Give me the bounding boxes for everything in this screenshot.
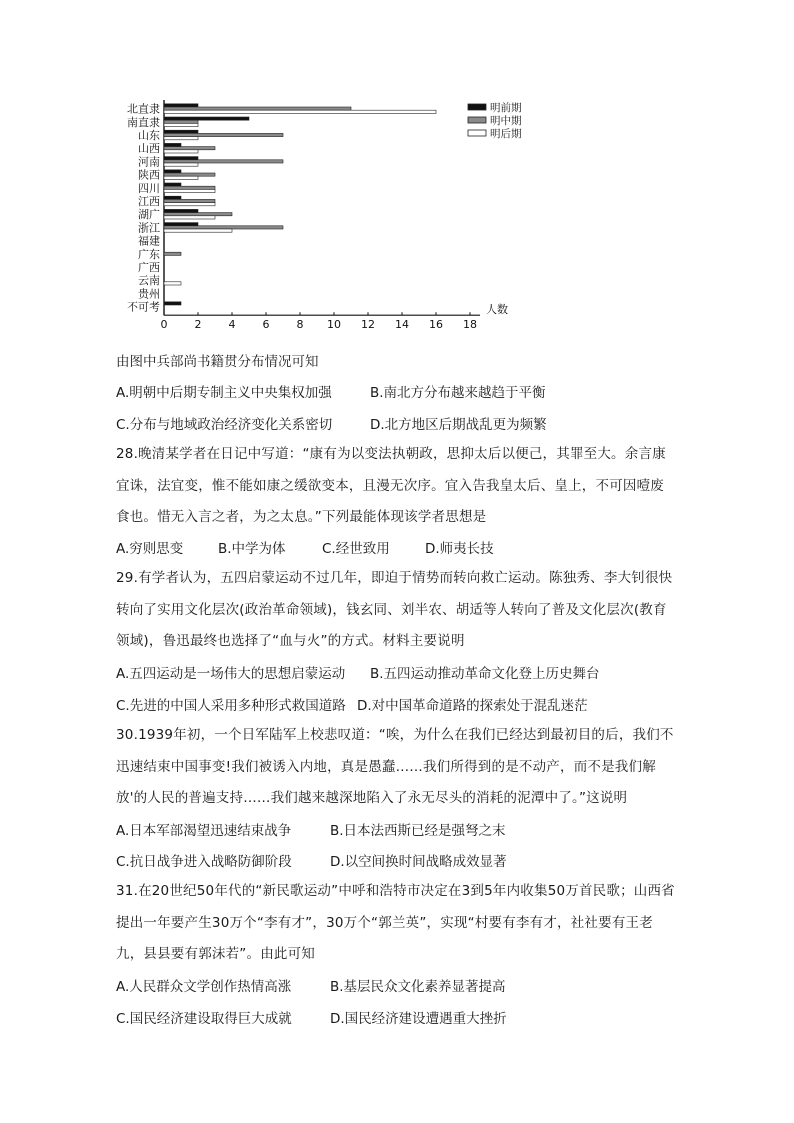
- category-label: 山东: [138, 129, 160, 142]
- bar-明后期: [164, 203, 215, 206]
- legend-label: 明后期: [490, 128, 522, 140]
- legend-label: 明中期: [490, 115, 522, 127]
- q30-stem: 30.1939年初，一个日军陆军上校悲叹道：“唉，为什么在我们已经达到最初目的后，我们不迅速结束中国事变!我们被诱入内地，真是愚蠢……我们所得到的是不动产，而不是我们解放'的人民的普遍支持……我们越来越深地陷入了永无尽头的消耗的泥潭中了。”这说明: [116, 727, 674, 806]
- bar-明中期: [164, 199, 215, 202]
- bar-chart: [110, 96, 522, 346]
- x-tick-label: 6: [262, 318, 270, 332]
- q29-stem: 29.有学者认为，五四启蒙运动不过几年，即迫于情势而转向救亡运动。陈独秀、李大钊很快转向了实用文化层次(政治革命领域)，钱玄同、刘半农、胡适等人转向了普及文化层次(教育领域)，鲁迅最终也选择了“血与火”的方式。材料主要说明: [116, 570, 673, 649]
- bar-明中期: [164, 133, 283, 136]
- bar-明后期: [164, 189, 215, 192]
- category-label: 贵州: [138, 287, 160, 301]
- bar-明后期: [164, 282, 181, 285]
- q31-option-b: B.基层民众文化素养显著提高: [330, 979, 506, 995]
- bar-明前期: [164, 302, 181, 305]
- x-axis-label: 人数: [486, 303, 508, 317]
- bar-明后期: [164, 137, 198, 140]
- q29-option-b: B.五四运动推动革命文化登上历史舞台: [370, 666, 600, 682]
- category-label: 云南: [138, 274, 160, 288]
- bar-明中期: [164, 252, 181, 255]
- category-label: 湖广: [138, 208, 160, 222]
- q31-option-a: A.人民群众文学创作热情高涨: [116, 979, 292, 995]
- bar-明后期: [164, 123, 198, 126]
- bar-明后期: [164, 150, 198, 153]
- bar-明中期: [164, 147, 215, 150]
- q27-option-c: C.分布与地域政治经济变化关系密切: [116, 417, 333, 433]
- category-label: 河南: [138, 155, 160, 169]
- category-label: 不可考: [127, 300, 160, 314]
- category-label: 广西: [138, 261, 160, 274]
- q29-option-a: A.五四运动是一场伟大的思想启蒙运动: [116, 666, 346, 682]
- bar-明中期: [164, 107, 351, 110]
- category-label: 陕西: [138, 168, 160, 182]
- q31-stem: 31.在20世纪50年代的“新民歌运动”中呼和浩特市决定在3到5年内收集50万首民歌；山西省提出一年要产生30万个“李有才”，30万个“郭兰英”，实现“村要有李有才，社社要有王老九，县县要有郭沫若”。由此可知: [116, 883, 675, 962]
- legend-swatch: [468, 130, 486, 136]
- q30-option-c: C.抗日战争进入战略防御阶段: [116, 854, 292, 870]
- x-tick-label: 8: [296, 318, 304, 332]
- bar-明前期: [164, 104, 198, 107]
- x-tick-label: 0: [160, 318, 168, 332]
- q28-option-c: C.经世致用: [322, 541, 390, 557]
- category-label: 浙江: [138, 221, 160, 235]
- category-label: 南直隶: [127, 115, 160, 129]
- bar-明中期: [164, 226, 283, 229]
- bar-明中期: [164, 186, 215, 189]
- q28-stem: 28.晚清某学者在日记中写道：“康有为以变法执朝政，思抑太后以便己，其罪至大。余言康宜诛，法宜变，惟不能如康之缓欲变本，且漫无次序。宜入告我皇太后、皇上，不可因噎废食也。惜无入言之者，为之太息。”下列最能体现该学者思想是: [116, 446, 666, 525]
- q27-option-b: B.南北方分布越来越趋于平衡: [370, 385, 546, 401]
- bar-明前期: [164, 183, 181, 186]
- bar-明前期: [164, 117, 249, 120]
- bar-明中期: [164, 213, 232, 216]
- bar-明中期: [164, 173, 215, 176]
- x-tick-label: 16: [429, 318, 443, 332]
- bar-明后期: [164, 176, 198, 179]
- q30-option-b: B.日本法西斯已经是强弩之末: [330, 823, 506, 839]
- x-tick-label: 18: [463, 318, 477, 332]
- bar-明前期: [164, 157, 198, 160]
- category-label: 北直隶: [127, 102, 160, 116]
- x-tick-label: 14: [395, 318, 409, 332]
- bar-明后期: [164, 110, 436, 113]
- x-tick-label: 12: [361, 318, 375, 332]
- bar-明前期: [164, 170, 181, 173]
- bar-明后期: [164, 163, 198, 166]
- q27-option-d: D.北方地区后期战乱更为频繁: [370, 417, 547, 433]
- bar-明后期: [164, 229, 232, 232]
- bar-明前期: [164, 130, 198, 133]
- bar-明前期: [164, 209, 198, 212]
- category-label: 江西: [138, 195, 160, 208]
- legend-swatch: [468, 104, 486, 110]
- x-tick-label: 2: [194, 318, 202, 332]
- q28-option-a: A.穷则思变: [116, 541, 184, 557]
- q28-option-b: B.中学为体: [218, 541, 286, 557]
- legend-label: 明前期: [490, 102, 522, 114]
- q31-option-d: D.国民经济建设遭遇重大挫折: [330, 1011, 507, 1027]
- category-label: 山西: [138, 142, 160, 156]
- q30-option-d: D.以空间换时间战略成效显著: [330, 854, 507, 870]
- q28-option-d: D.师夷长技: [425, 541, 494, 557]
- bar-明前期: [164, 223, 198, 226]
- q29-option-c: C.先进的中国人采用多种形式救国道路: [116, 698, 346, 714]
- category-label: 福建: [138, 234, 160, 248]
- bar-明中期: [164, 160, 283, 163]
- x-tick-label: 10: [327, 318, 341, 332]
- q27-option-a: A.明朝中后期专制主义中央集权加强: [116, 385, 332, 401]
- category-label: 四川: [138, 181, 160, 195]
- category-label: 广东: [138, 247, 160, 261]
- q30-option-a: A.日本军部渴望迅速结束战争: [116, 823, 292, 839]
- bar-明后期: [164, 216, 215, 219]
- q27-stem: 由图中兵部尚书籍贯分布情况可知: [116, 354, 319, 370]
- q29-option-d: D.对中国革命道路的探索处于混乱迷茫: [357, 698, 588, 714]
- x-tick-label: 4: [228, 318, 236, 332]
- q31-option-c: C.国民经济建设取得巨大成就: [116, 1011, 292, 1027]
- legend-swatch: [468, 117, 486, 123]
- bar-明中期: [164, 120, 198, 123]
- bar-明前期: [164, 196, 181, 199]
- bar-明前期: [164, 143, 181, 146]
